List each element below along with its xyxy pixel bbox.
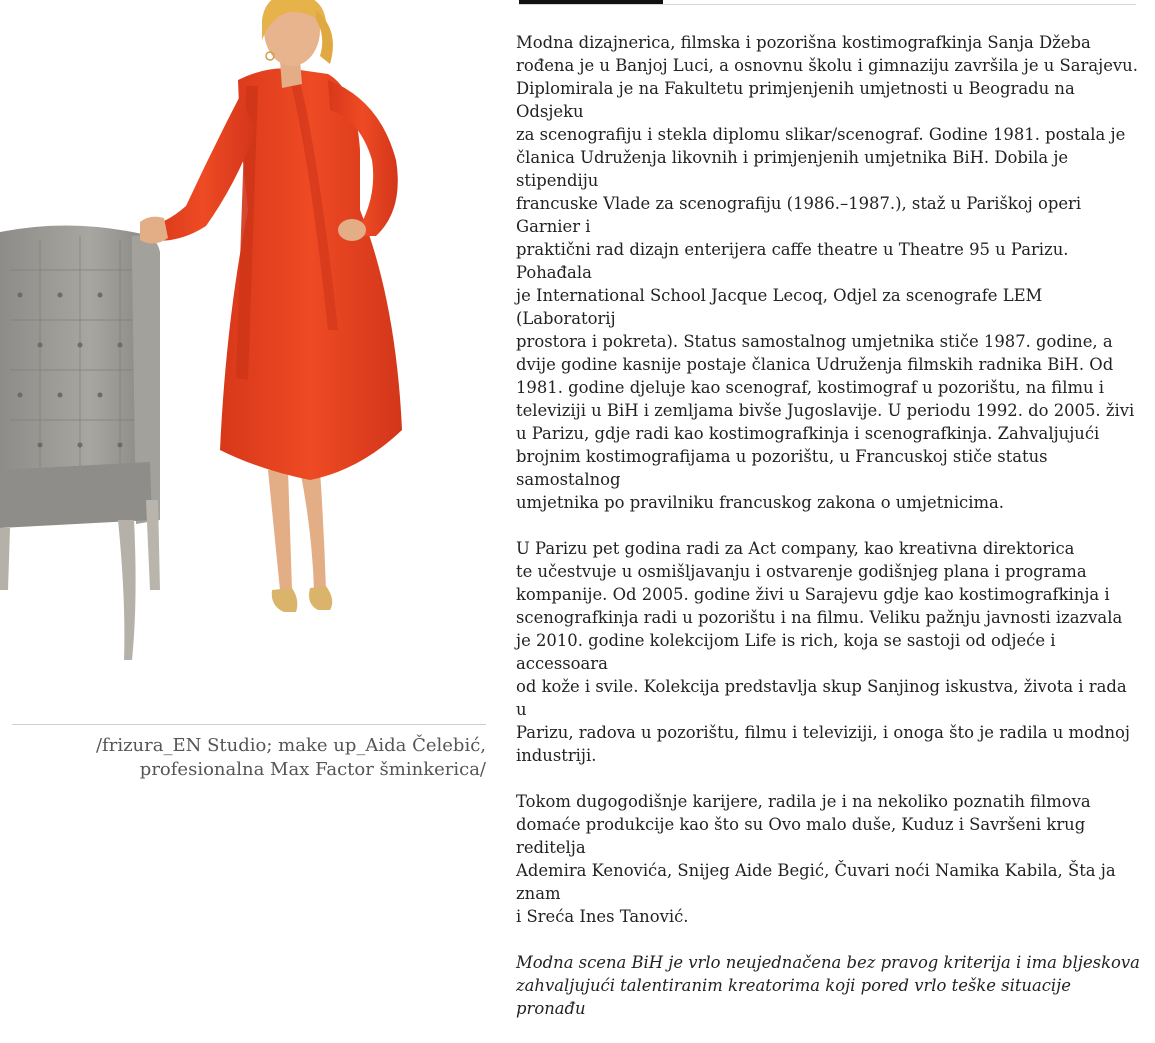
caption-divider xyxy=(12,724,486,725)
photo-caption xyxy=(12,734,486,782)
portrait-photo xyxy=(0,0,490,700)
article-paragraph: U Parizu pet godina radi za Act company, kao kreativna direktorica te učestvuje u osmišljavanju i ostvarenje godišnjeg plana i programa kompanije. Od 2005. godine živi u Sarajevu gdje kao kostimografkinja i scenografkinja radi u pozorištu i na filmu. Veliku pažnju javnosti izazvala je 2010. godine kolekcijom Life is rich, koja se sastoji od odjeće i accessoara od kože i svile. Kolekcija predstavlja skup Sanjinog iskustva, života i rada u Parizu, radova u pozorištu, filmu i televiziji, i onoga što je radila u modnoj industriji. xyxy=(516,539,1130,765)
section-divider xyxy=(519,4,1136,5)
article-paragraph: Modna dizajnerica, filmska i pozorišna kostimografkinja Sanja Džeba rođena je u Banjoj Luci, a osnovnu školu i gimnaziju završila je u Sarajevu. Diplomirala je na Fakultetu primjenjenih umjetnosti u Beogradu na Odsjeku za scenografiju i stekla diplomu slikar/scenograf. Godine 1981. postala je članica Udruženja likovnih i primjenjenih umjetnika BiH. Dobila je stipendiju francuske Vlade za scenografiju (1986.–1987.), staž u Pariškoj operi Garnier i praktični rad dizajn enterijera caffe theatre u Theatre 95 u Parizu. Pohađala je International School Jacque Lecoq, Odjel za scenografe LEM (Laboratorij prostora i pokreta). Status samostalnog umjetnika stiče 1987. godine, a dvije godine kasnije postaje članica Udruženja filmskih radnika BiH. Od 1981. godine djeluje kao scenograf, kostimograf u pozorištu, na filmu i televiziji u BiH i zemljama bivše Jugoslavije. U periodu 1992. do 2005. živi u Parizu, gdje radi kao kostimografkinja i scenografkinja. Zahvaljujući brojnim kostimografijama u pozorištu, u Francuskoj stiče status samostalnog umjetnika po pravilniku francuskog zakona o umjetnicima. xyxy=(516,33,1138,512)
article-quote: Modna scena BiH je vrlo neujednačena bez pravog kriterija i ima bljeskova zahvaljujući talentiranim kreatorima koji pored vrlo teške situacije pronađu xyxy=(516,953,1140,1018)
chair-seat xyxy=(0,462,152,528)
left-hand xyxy=(140,217,168,244)
article-body xyxy=(516,31,1140,1043)
portrait-illustration xyxy=(0,0,490,700)
chair-back xyxy=(0,225,150,490)
article-paragraph: Tokom dugogodišnje karijere, radila je i na nekoliko poznatih filmova domaće produkcije kao što su Ovo malo duše, Kuduz i Savršeni krug reditelja Ademira Kenovića, Snijeg Aide Begić, Čuvari noći Namika Kabila, Šta ja znam i Sreća Ines Tanović. xyxy=(516,792,1116,926)
photo-caption-text: /frizura_EN Studio; make up_Aida Čelebić, profesionalna Max Factor šminkerica/ xyxy=(95,735,486,780)
